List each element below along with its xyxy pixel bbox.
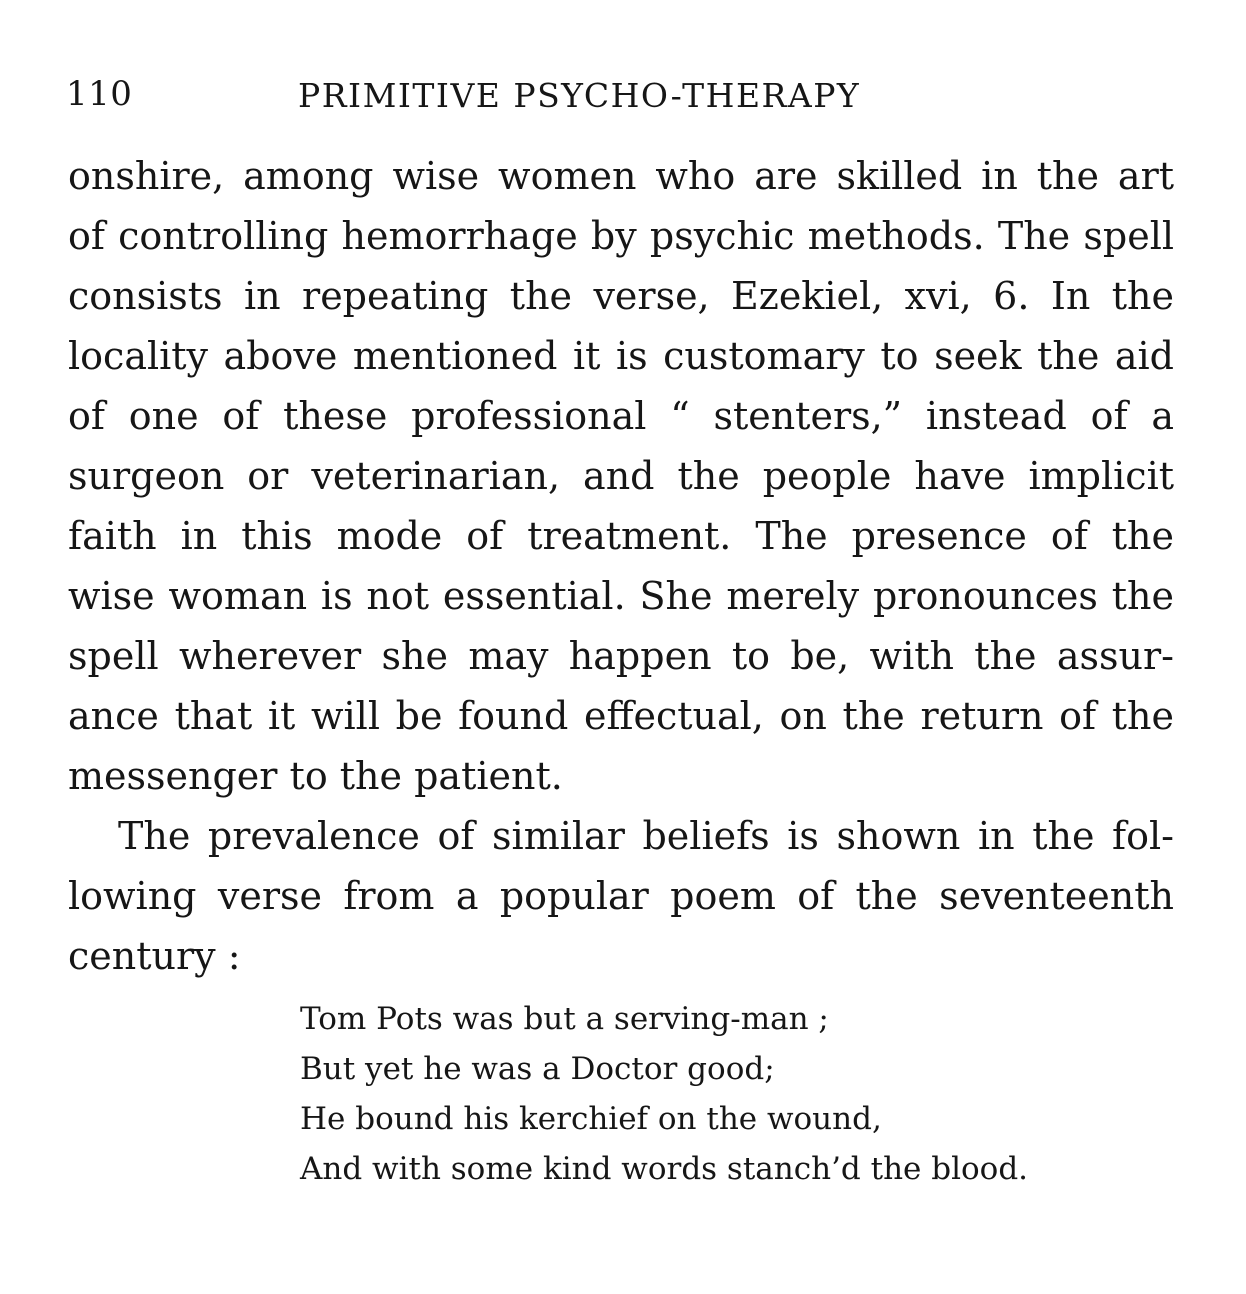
poem-line: But yet he was a Doctor good; bbox=[300, 1051, 775, 1087]
running-head: PRIMITIVE PSYCHO-THERAPY bbox=[298, 76, 861, 115]
poem-line: Tom Pots was but a serving-man ; bbox=[300, 1001, 829, 1037]
text-line: The prevalence of similar beliefs is shown in the fol- bbox=[118, 814, 1174, 858]
text-line: of one of these professional “ stenters,” instead of a bbox=[68, 394, 1174, 438]
text-line: consists in repeating the verse, Ezekiel, xvi, 6. In the bbox=[68, 274, 1174, 318]
text-line: spell wherever she may happen to be, with the assur- bbox=[68, 634, 1174, 678]
page-number: 110 bbox=[66, 74, 133, 114]
text-line: locality above mentioned it is customary to seek the aid bbox=[68, 334, 1174, 378]
paragraph-2 bbox=[68, 806, 1174, 986]
body-text bbox=[68, 146, 1174, 986]
text-line: surgeon or veterinarian, and the people have implicit bbox=[68, 454, 1174, 498]
text-line: lowing verse from a popular poem of the seventeenth bbox=[68, 874, 1174, 918]
text-line: faith in this mode of treatment. The presence of the bbox=[68, 514, 1174, 558]
poem-quotation bbox=[300, 994, 1100, 1194]
page-header bbox=[66, 74, 1176, 124]
text-line: onshire, among wise women who are skilled in the art bbox=[68, 154, 1174, 198]
poem-line: And with some kind words stanch’d the blood. bbox=[300, 1151, 1029, 1187]
text-line: century : bbox=[68, 934, 241, 978]
text-line: wise woman is not essential. She merely pronounces the bbox=[68, 574, 1174, 618]
poem-line: He bound his kerchief on the wound, bbox=[300, 1101, 882, 1137]
text-line: ance that it will be found effectual, on the return of the bbox=[68, 694, 1174, 738]
paragraph-1 bbox=[68, 146, 1174, 806]
text-line: of controlling hemorrhage by psychic methods. The spell bbox=[68, 214, 1174, 258]
text-line: messenger to the patient. bbox=[68, 754, 563, 798]
